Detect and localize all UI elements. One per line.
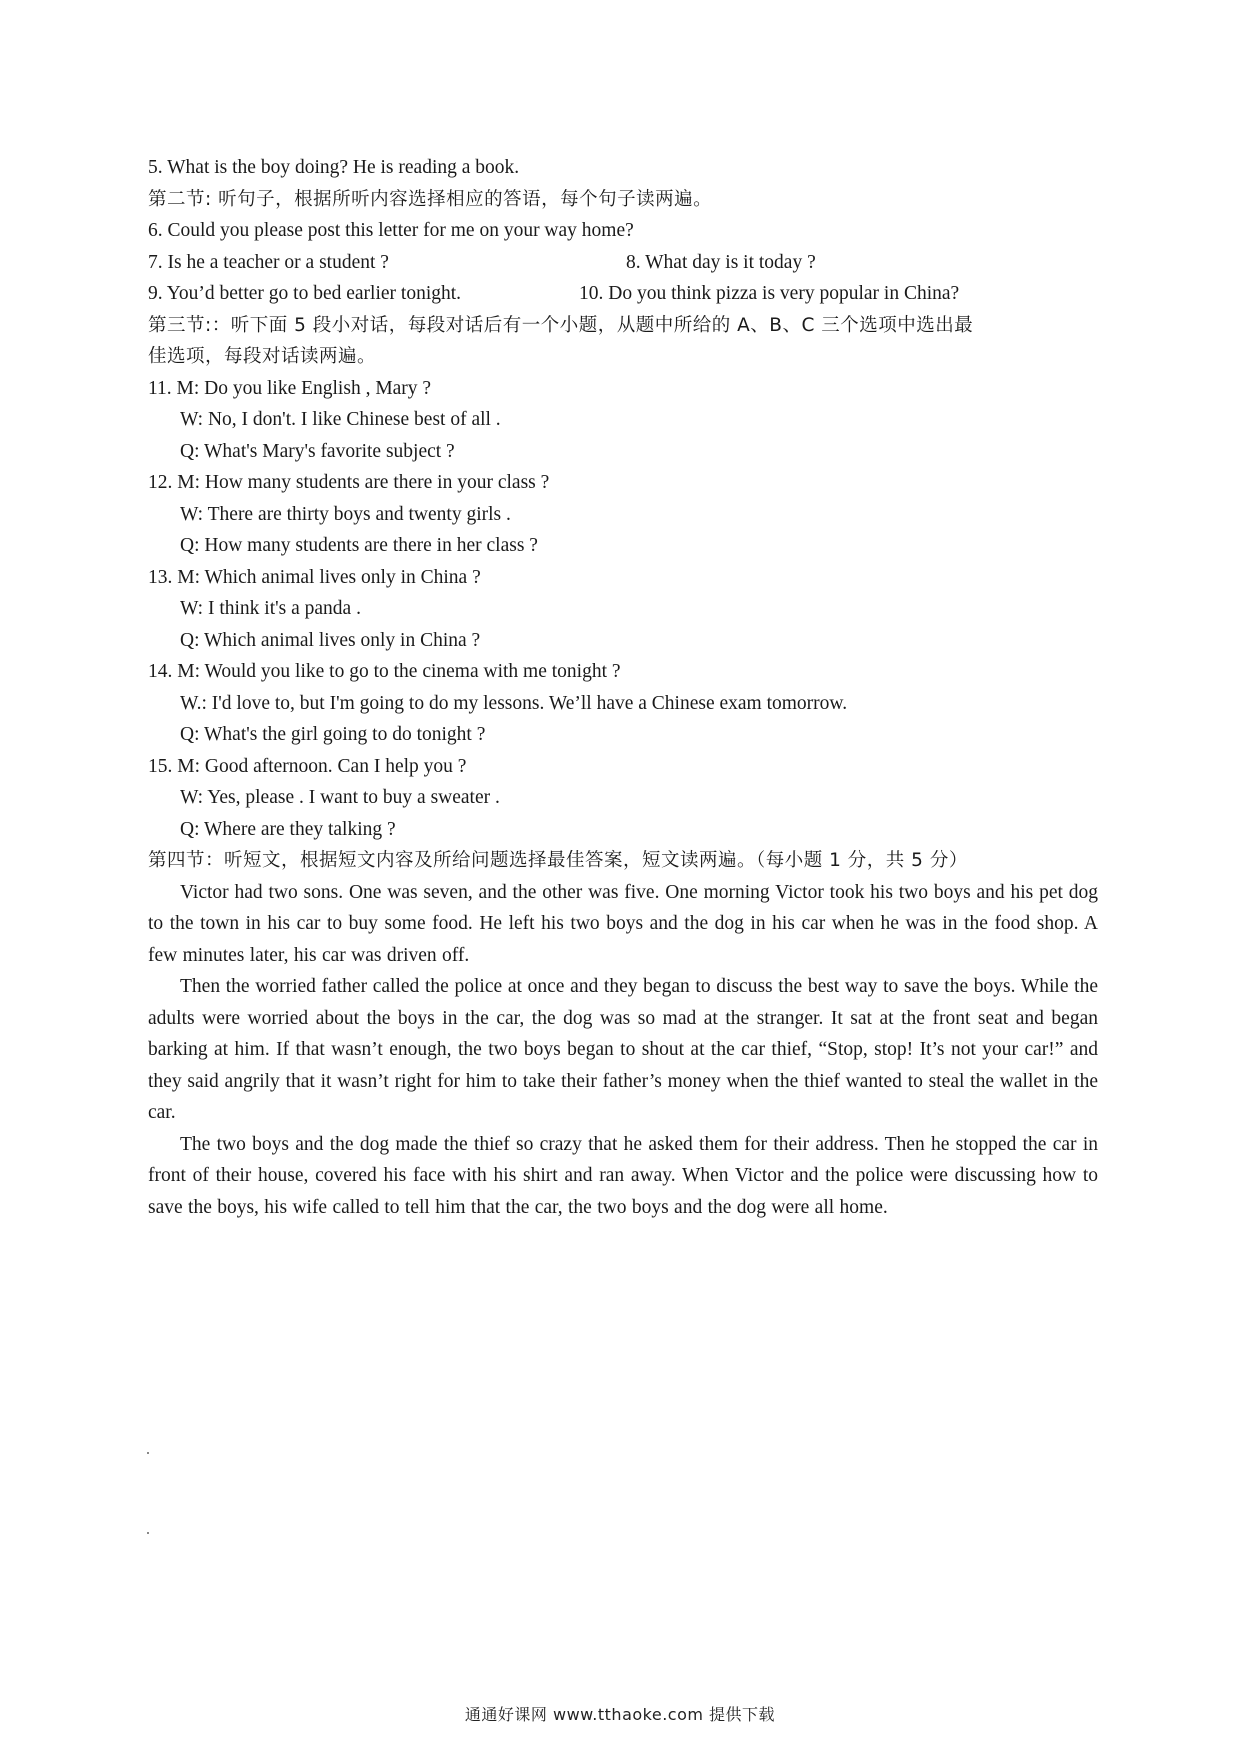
question-9: 9. You’d better go to bed earlier tonight. — [148, 283, 462, 304]
section-3-heading-line-1: 第三节:：听下面 5 段小对话，每段对话后有一个小题，从题中所给的 A、B、C 三个选项中选出最 — [148, 314, 974, 336]
question-12-woman: W: There are thirty boys and twenty girls . — [180, 503, 511, 525]
scan-speck — [147, 1452, 149, 1454]
question-15-man: 15. M: Good afternoon. Can I help you ? — [148, 755, 467, 777]
question-12-question: Q: How many students are there in her class ? — [180, 535, 538, 556]
question-7-8-row — [148, 247, 1098, 279]
section-3-heading-line-2: 佳选项，每段对话读两遍。 — [148, 346, 377, 367]
question-6: 6. Could you please post this letter for me on your way home? — [148, 220, 634, 241]
question-8: 8. What day is it today ? — [626, 251, 816, 273]
passage-paragraph-3: The two boys and the dog made the thief so crazy that he asked them for their address. Then he stopped the car in front of their house, covered his face with his shirt and ran away. When Victor and the police were discussing how to save the boys, his wife called to tell him that the car, the two boys and the dog were all home. — [148, 1133, 1098, 1218]
scan-speck — [147, 1532, 149, 1534]
question-14-man: 14. M: Would you like to go to the cinema with me tonight ? — [148, 661, 621, 682]
question-10: 10. Do you think pizza is very popular in China? — [579, 283, 960, 304]
question-12-man: 12. M: How many students are there in your class ? — [148, 472, 550, 493]
question-7: 7. Is he a teacher or a student ? — [148, 251, 389, 273]
passage-paragraph-2: Then the worried father called the police at once and they began to discuss the best way to save the boys. While the adults were worried about the boys in the car, the dog was so mad at the stranger. It sat at the front seat and began barking at him. If that wasn’t enough, the two boys began to shout at the car thief, “Stop, stop! It’s not your car!” and they said angrily that it wasn’t right for him to take their father’s money when the thief wanted to steal the wallet in the car. — [148, 976, 1098, 1123]
question-11-man: 11. M: Do you like English , Mary ? — [148, 377, 432, 399]
section-4-heading: 第四节：听短文，根据短文内容及所给问题选择最佳答案，短文读两遍。（每小题 1 分，共 5 分） — [148, 850, 968, 871]
question-9-10-row — [148, 278, 1098, 310]
question-5: 5. What is the boy doing? He is reading a book. — [148, 157, 520, 178]
footer-watermark: 通通好课网 www.tthaoke.com 提供下载 — [464, 1705, 776, 1724]
question-14-question: Q: What's the girl going to do tonight ? — [180, 724, 486, 745]
question-11-woman: W: No, I don't. I like Chinese best of all . — [180, 409, 501, 430]
question-15-question: Q: Where are they talking ? — [180, 818, 396, 840]
passage-paragraph-1: Victor had two sons. One was seven, and the other was five. One morning Victor took his two boys and his pet dog to the town in his car to buy some food. He left his two boys and the dog in his car when he was in the food shop. A few minutes later, his car was driven off. — [148, 881, 1098, 966]
question-11-question: Q: What's Mary's favorite subject ? — [180, 440, 455, 462]
question-13-question: Q: Which animal lives only in China ? — [180, 629, 481, 651]
question-14-woman: W.: I'd love to, but I'm going to do my lessons. We’ll have a Chinese exam tomorrow. — [180, 692, 848, 714]
question-13-man: 13. M: Which animal lives only in China ? — [148, 566, 481, 588]
question-15-woman: W: Yes, please . I want to buy a sweater . — [180, 787, 500, 808]
document-body — [148, 152, 1098, 1223]
section-2-heading: 第二节: 听句子，根据所听内容选择相应的答语，每个句子读两遍。 — [148, 188, 713, 210]
question-13-woman: W: I think it's a panda . — [180, 598, 361, 619]
